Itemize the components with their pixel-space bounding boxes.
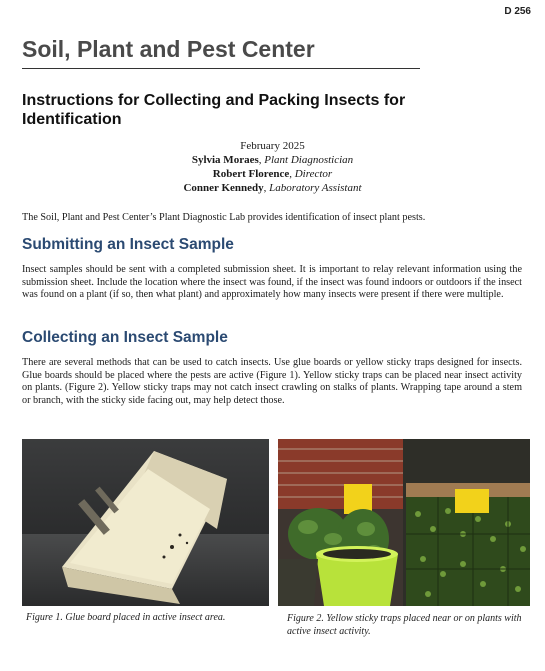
author-line: Sylvia Moraes, Plant Diagnostician (191, 154, 354, 166)
author-role: Director (294, 168, 333, 180)
author-name: Robert Florence (212, 168, 290, 180)
figure-2-photo (278, 439, 530, 606)
section-body-collecting: There are several methods that can be used to catch insects. Use glue boards or yellow sticky traps designed for insects. Glue boards should be placed where the pests are active (Figure 1). Yellow sticky traps can be placed near insect activity on plants. (Figure 2). Yellow sticky traps may not catch insect crawling on stalks of plants. Wrapping tape around a stem or branch, with the sticky side facing out, may help detect those. (22, 357, 522, 406)
author-block (0, 139, 545, 195)
section-body-submitting: Insect samples should be sent with a completed submission sheet. It is important to relay relevant information using the submission sheet. Include the location where the insect was found, if the insect was found indoors or outdoors if the insect was found on a plant (if so, then what plant) and approximately how many insects were present if there were multiple. (22, 264, 522, 301)
publication-date: February 2025 (240, 140, 305, 152)
author-name: Sylvia Moraes (191, 154, 259, 166)
document-title: Instructions for Collecting and Packing Insects for Identification (22, 92, 406, 128)
figure-1-photo (22, 439, 269, 606)
author-role: Plant Diagnostician (264, 154, 354, 166)
section-heading-submitting: Submitting an Insect Sample (22, 236, 234, 253)
author-line: Conner Kennedy, Laboratory Assistant (183, 182, 362, 194)
author-name: Conner Kennedy (183, 182, 264, 194)
author-role: Laboratory Assistant (269, 182, 362, 194)
figure-2-caption: Figure 2. Yellow sticky traps placed near or on plants with active insect activity. (287, 613, 522, 637)
author-line: Robert Florence, Director (212, 168, 333, 180)
center-name: Soil, Plant and Pest Center (22, 36, 420, 69)
intro-paragraph: The Soil, Plant and Pest Center’s Plant Diagnostic Lab provides identification of insect plant pests. (22, 212, 426, 223)
figure-1-caption: Figure 1. Glue board placed in active insect area. (26, 612, 226, 623)
document-number: D 256 (504, 6, 531, 17)
section-heading-collecting: Collecting an Insect Sample (22, 329, 228, 346)
